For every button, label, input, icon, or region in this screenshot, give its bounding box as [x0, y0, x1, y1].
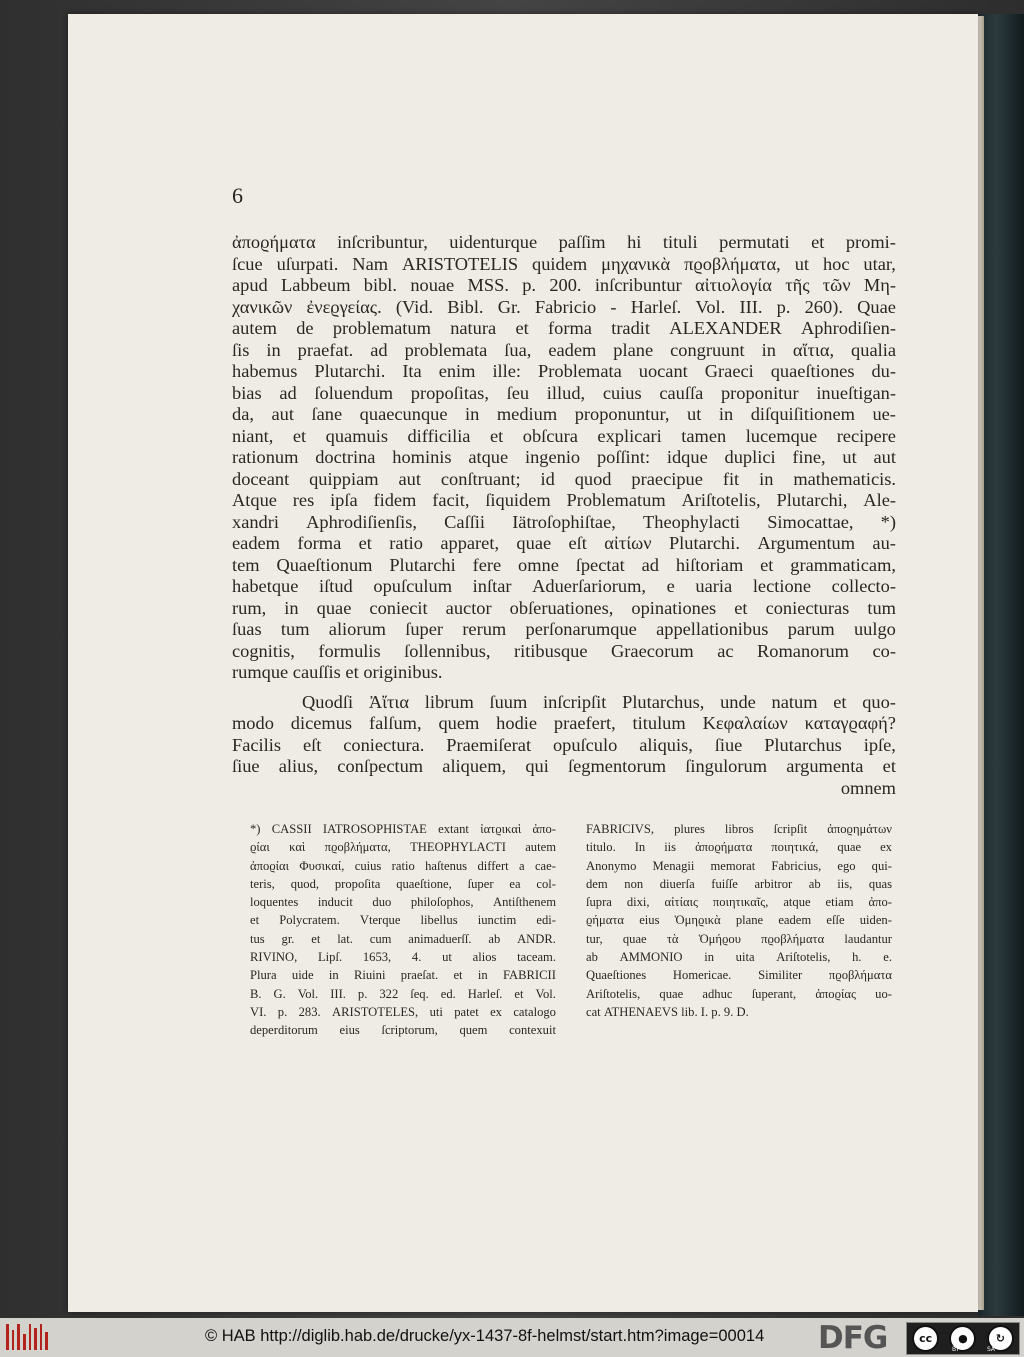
text-line: Facilis eſt coniectura. Praemiſerat opuſculo aliquis, ſiue Plutarchus ipſe, — [232, 734, 896, 755]
text-line: rumque cauſſis et originibus. — [232, 662, 443, 682]
text-line: teris, quod, propoſita quaeſtione, ſuper ea col- — [250, 876, 556, 891]
text-line: Quaeſtiones Homericae. Similiter πϱοβλήματα — [586, 968, 892, 983]
copyright-link[interactable]: © HAB http://diglib.hab.de/drucke/yx-1437-8f-helmst/start.htm?image=00014 — [205, 1327, 765, 1345]
viewer-footer — [0, 1318, 1024, 1357]
text-line: Anonymo Menagii memorat Fabricius, ego qui- — [586, 858, 892, 873]
text-line: ϱήματα eius Ὁμηϱικὰ plane eadem eſſe uiden- — [586, 913, 892, 928]
book-spine — [978, 14, 1024, 1316]
text-line: ſiue alius, conſpectum aliquem, qui ſegmentorum ſingulorum argumenta et — [232, 756, 896, 776]
text-line: χανικῶν ἐνεϱγείας. (Vid. Bibl. Gr. Fabricio - Harleſ. Vol. III. p. 260). Quae — [232, 296, 896, 317]
text-line: modo dicemus falſum, quem hodie praefert, titulum Κεφαλαίων καταγϱαφή? — [232, 713, 896, 733]
cc-license-badge[interactable] — [906, 1322, 1020, 1355]
text-line: et Polycratem. Vterque libellus iunctim edi- — [250, 913, 556, 928]
text-line: Quodſi Ἀἴτια librum ſuum inſcripſit Plutarchus, unde natum et quo- — [302, 691, 896, 712]
text-line: ϱίαι καὶ πϱοβλήματα, THEOPHYLACTI autem — [250, 840, 556, 855]
text-line: rum, in quae coniecit auctor obſeruationes, opinationes et coniecturas tum — [232, 597, 896, 618]
text-line: habetque iſtud opuſculum inſtar Aduerſariorum, e uaria lectione collecto- — [232, 576, 896, 596]
text-line: FABRICIVS, plures libros ſcripſit ἀποϱημάτων — [586, 822, 892, 836]
cc-icon: cc — [912, 1325, 939, 1352]
text-line: tus gr. et lat. cum animaduerſſ. ab ANDR. — [250, 931, 556, 946]
text-line: cat ATHENAEVS lib. I. p. 9. D. — [586, 1004, 749, 1019]
text-line: RIVINO, Lipſ. 1653, 4. ut alios taceam. — [250, 950, 556, 965]
text-line: ἀποϱίαι Φυσικαί, cuius ratio haſtenus differt a cae- — [250, 858, 556, 873]
text-line: niant, et quamuis difficilia et obſcura explicari tamen lucemque recipere — [232, 425, 896, 446]
text-line: tur, quae τὰ Ὁμήϱου πϱοβλήματα laudantur — [586, 931, 892, 946]
hab-logo-icon[interactable] — [6, 1324, 48, 1350]
footnote-right-column — [586, 820, 892, 1040]
text-line: Ariſtotelis, quae adhuc ſuperant, ἀποϱίας uo- — [586, 986, 892, 1001]
text-line: ab AMMONIO in uita Ariſtotelis, h. e. — [586, 950, 892, 965]
text-line: bias ad ſoluendum propoſitas, ſeu illud, cuius cauſſa proponitur inueſtigan- — [232, 382, 896, 403]
text-line: deperditorum eius ſcriptorum, quem contexuit — [250, 1023, 556, 1038]
text-line: ſupra dixi, αἰτίαις ποιητικαῖς, atque etiam ἀπο- — [586, 895, 892, 910]
text-line: tem Quaeſtionum Plutarchi fere omne ſpectat ad hiſtoriam et grammaticam, — [232, 554, 896, 575]
text-line: B. G. Vol. III. p. 322 ſeq. ed. Harleſ. et Vol. — [250, 986, 556, 1001]
second-paragraph — [232, 692, 896, 778]
text-line: *) CASSII IATROSOPHISTAE extant ἰατϱικαὶ ἀπο- — [250, 822, 556, 836]
text-line: xandri Aphrodiſienſis, Caſſii Iätroſophiſtae, Theophylacti Simocattae, *) — [232, 511, 896, 532]
text-line: loquentes inducit duo philoſophos, Antiſthenem — [250, 895, 556, 910]
text-line: eadem forma et ratio apparet, quae eſt αἰτίων Plutarchi. Argumentum au- — [232, 533, 896, 553]
text-line: VI. p. 283. ARISTOTELES, uti patet ex catalogo — [250, 1004, 556, 1019]
sa-label: SA — [987, 1346, 996, 1353]
footnote-left-column — [250, 820, 556, 1040]
text-line: habemus Plutarchi. Ita enim ille: Problemata uocant Graeci quaeſtiones du- — [232, 361, 896, 381]
first-paragraph — [232, 232, 896, 684]
catchword: omnem — [840, 777, 896, 798]
text-line: dem non diuerſa fuiſſe arbitror ab iis, quas — [586, 876, 892, 891]
text-line: apud Labbeum bibl. nouae MSS. p. 200. inſcribuntur αἰτιολογία τῆς τῶν Μη- — [232, 275, 896, 295]
person-icon: ● — [949, 1325, 976, 1352]
text-line: ſis in praefat. ad problemata ſua, eadem plane congruunt in αἴτια, qualia — [232, 339, 896, 360]
text-line: rationum doctrina hominis atque ingenio poſſint: idque duplici fine, ut aut — [232, 447, 896, 467]
footnotes — [250, 820, 892, 1040]
text-line: ſuas tum aliorum ſuper rerum perſonarumque appellationibus parum uulgo — [232, 619, 896, 639]
text-line: da, aut ſane quaecunque in medium proponuntur, ut in diſquiſitionem ue- — [232, 404, 896, 424]
page-number: 6 — [232, 183, 243, 208]
text-line: ſcue uſurpati. Nam ARISTOTELIS quidem μηχανικὰ πϱοβλήματα, ut hoc utar, — [232, 253, 896, 274]
text-line: Plura uide in Riuini praeſat. et in FABRICII — [250, 968, 556, 983]
by-label: BY — [952, 1346, 960, 1353]
text-line: titulo. In iis ἀποϱήματα ποιητικά, quae ex — [586, 840, 892, 855]
dfg-logo[interactable]: DFG — [818, 1320, 888, 1356]
text-line: ἀποϱήματα inſcribuntur, uidenturque paſſim hi tituli permutati et promi- — [232, 232, 896, 252]
text-line: cognitis, formulis ſollennibus, ritibusque Graecorum ac Romanorum co- — [232, 640, 896, 661]
text-line: autem de problematum natura et forma tradit ALEXANDER Aphrodiſien- — [232, 318, 896, 338]
text-line: doceant quippiam aut conſtruant; id quod praecipue fit in mathematicis. — [232, 468, 896, 489]
share-alike-icon: ↻ — [987, 1325, 1014, 1352]
main-text — [232, 232, 896, 799]
text-line: Atque res ipſa fidem facit, ſiquidem Problematum Ariſtotelis, Plutarchi, Ale- — [232, 490, 896, 510]
